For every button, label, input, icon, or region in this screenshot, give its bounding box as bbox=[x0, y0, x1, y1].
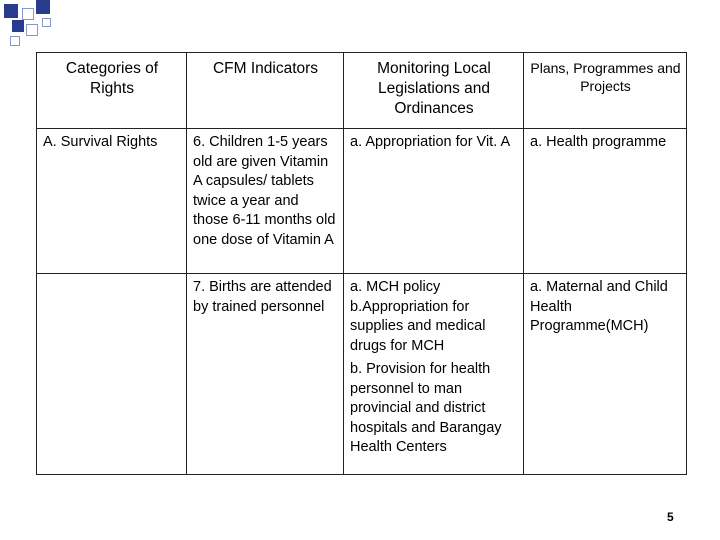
table-row bbox=[37, 274, 687, 475]
header-cfm-indicators: CFM Indicators bbox=[187, 53, 344, 129]
cell-category: A. Survival Rights bbox=[37, 129, 187, 274]
cell-indicator: 7. Births are attended by trained personnel bbox=[187, 274, 344, 475]
rights-indicators-table bbox=[36, 52, 687, 475]
deco-square bbox=[26, 24, 38, 36]
header-categories: Categories of Rights bbox=[37, 53, 187, 129]
cell-indicator: 6. Children 1-5 years old are given Vitamin A capsules/ tablets twice a year and those 6-11 months old one dose of Vitamin A bbox=[187, 129, 344, 274]
decorative-squares bbox=[0, 0, 60, 60]
page-number: 5 bbox=[667, 510, 674, 524]
deco-square bbox=[10, 36, 20, 46]
header-monitoring: Monitoring Local Legislations and Ordinances bbox=[344, 53, 524, 129]
monitoring-item: b. Provision for health personnel to man provincial and district hospitals and Barangay Health Centers bbox=[350, 361, 502, 455]
monitoring-item: a. MCH policy b.Appropriation for supplies and medical drugs for MCH bbox=[350, 279, 486, 354]
table-header-row bbox=[37, 53, 687, 129]
cell-monitoring bbox=[344, 129, 524, 274]
header-plans: Plans, Programmes and Projects bbox=[524, 53, 687, 129]
deco-square bbox=[42, 18, 51, 27]
monitoring-item: a. Appropriation for Vit. A bbox=[350, 134, 511, 150]
deco-square bbox=[12, 20, 24, 32]
deco-square bbox=[4, 4, 18, 18]
deco-square bbox=[22, 8, 34, 20]
cell-plans: a. Maternal and Child Health Programme(MCH) bbox=[524, 274, 687, 475]
deco-square bbox=[36, 0, 50, 14]
table-row bbox=[37, 129, 687, 274]
cell-monitoring bbox=[344, 274, 524, 475]
cell-category bbox=[37, 274, 187, 475]
cell-plans: a. Health programme bbox=[524, 129, 687, 274]
